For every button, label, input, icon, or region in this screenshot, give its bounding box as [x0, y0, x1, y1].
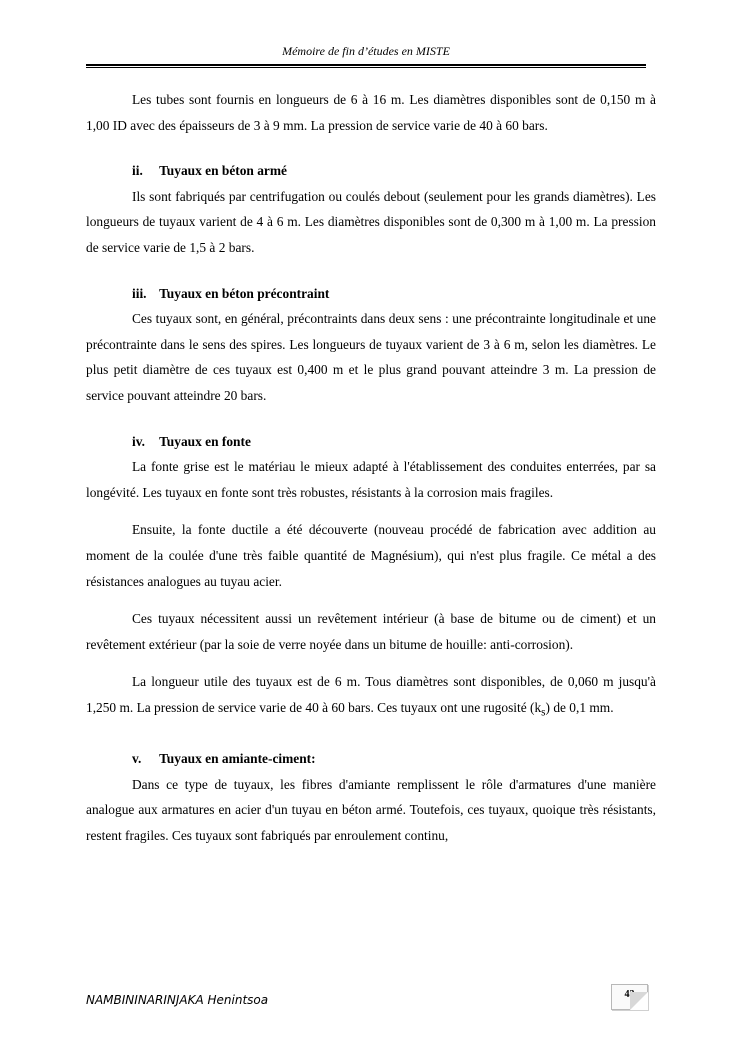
page-number: 43 [624, 989, 635, 1000]
section-heading-ii [132, 158, 656, 184]
section-iv-paragraph-4 [86, 669, 656, 726]
section-iv-paragraph-1: La fonte grise est le matériau le mieux adapté à l'établissement des conduites enterrées, par sa longévité. Les tuyaux en fonte sont très robustes, résistants à la corrosion mais fragiles. [86, 459, 656, 500]
section-iv-paragraph-2: Ensuite, la fonte ductile a été découverte (nouveau procédé de fabrication avec addition au moment de la coulée d'une très faible quantité de Magnésium), qui n'est plus fragile. Ce métal a des résistances analogues au tuyau acier. [86, 522, 656, 589]
paragraph-text: ) de 0,1 mm. [545, 699, 614, 715]
roughness-subscript: s [541, 706, 546, 719]
section-iv-paragraph-3: Ces tuyaux nécessitent aussi un revêtement intérieur (à base de bitume ou de ciment) et un revêtement extérieur (par la soie de verre noyée dans un bitume de houille: anti-corrosion). [86, 611, 656, 652]
header-rule [86, 64, 646, 68]
section-number: iv. [132, 433, 146, 449]
section-v-paragraph: Dans ce type de tuyaux, les fibres d'amiante remplissent le rôle d'armatures d'une manière analogue aux armatures en acier d'un tuyau en béton armé. Toutefois, ces tuyaux, quoique très résistants, restent fragiles. Ces tuyaux sont fabriqués par enroulement continu, [86, 776, 656, 843]
section-title: Tuyaux en fonte [159, 433, 251, 449]
paragraph-text: La longueur utile des tuyaux est de 6 m. Tous diamètres sont disponibles, de 0,060 m jusqu'à 1,250 m. La pression de service varie de 40 à 60 bars. Ces tuyaux ont une rugosité (k [86, 674, 656, 715]
section-heading-iii [132, 281, 656, 307]
section-number: ii. [132, 163, 143, 179]
section-heading-v [132, 746, 656, 772]
section-ii-paragraph: Ils sont fabriqués par centrifugation ou coulés debout (seulement pour les grands diamètres). Les longueurs de tuyaux varient de 4 à 6 m. Les diamètres disponibles sont de 0,300 m à 1,00 m. La pression de service varie de 1,5 à 2 bars. [86, 188, 656, 255]
section-heading-iv [132, 429, 656, 455]
section-title: Tuyaux en béton armé [159, 163, 287, 179]
page-curl-icon [630, 992, 648, 1010]
section-title: Tuyaux en amiante-ciment: [159, 751, 316, 767]
footer-author: NAMBININARINJAKA Henintsoa [86, 993, 269, 1007]
page-header-title: Mémoire de fin d’études en MISTE [282, 44, 450, 58]
page-number-box [611, 984, 648, 1010]
section-title: Tuyaux en béton précontraint [159, 285, 330, 301]
section-number: iii. [132, 285, 147, 301]
page-body [86, 87, 656, 849]
section-number: v. [132, 751, 142, 767]
section-iii-paragraph: Ces tuyaux sont, en général, précontraints dans deux sens : une précontrainte longitudinale et une précontrainte dans le sens des spires. Les longueurs de tuyaux varient de 3 à 6 m, selon les diamètres. Le plus petit diamètre de ces tuyaux est 0,400 m et le plus grand pouvant atteindre 3 m. La pression de service pouvant atteindre 20 bars. [86, 311, 656, 403]
intro-paragraph: Les tubes sont fournis en longueurs de 6 à 16 m. Les diamètres disponibles sont de 0,150 m à 1,00 ID avec des épaisseurs de 3 à 9 mm. La pression de service varie de 40 à 60 bars. [86, 92, 656, 133]
